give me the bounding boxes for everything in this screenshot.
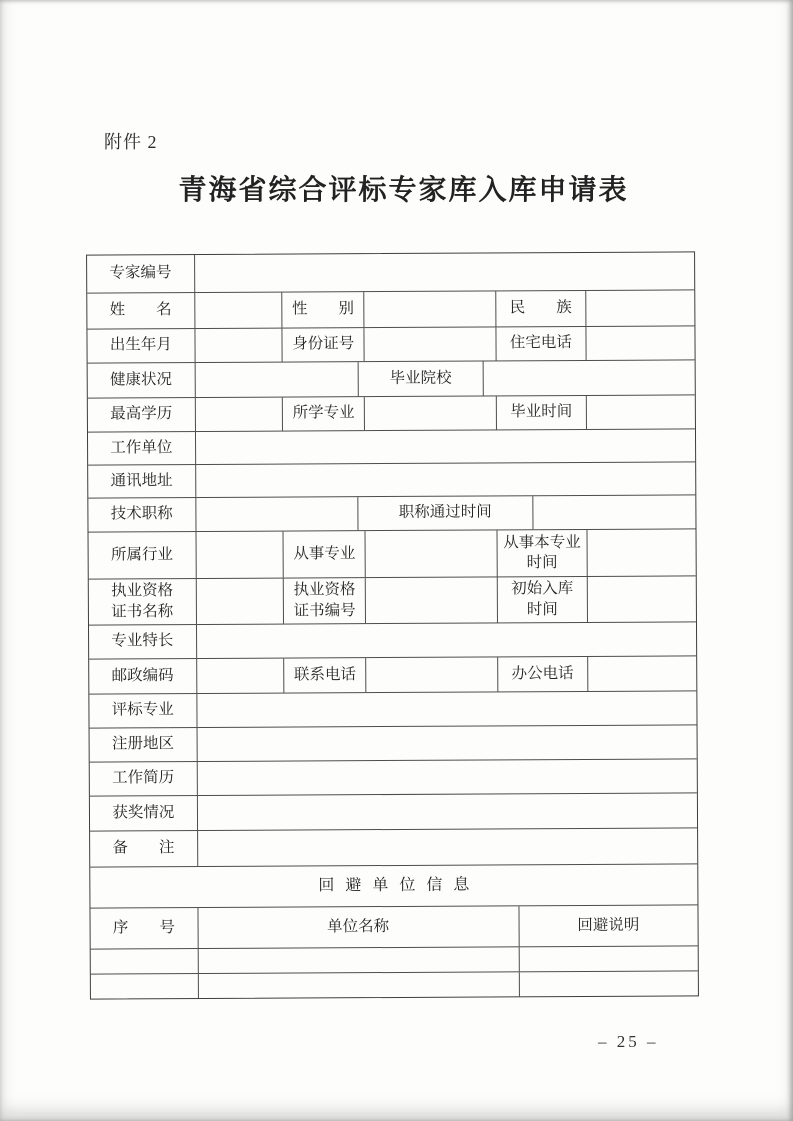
table-row [90,758,697,795]
value-postcode [196,659,284,693]
value-ethnicity [585,290,694,326]
label-postcode: 邮政编码 [111,667,174,685]
avoidance-empty-row [91,945,698,973]
label-health: 健康状况 [109,371,173,389]
value-degree [194,398,282,431]
label-region: 注册地区 [111,735,174,753]
avoidance-header-row [90,904,697,948]
value-awards [197,793,698,830]
label-contact-phone: 联系电话 [284,658,366,692]
value-engaged-time [587,529,696,576]
label-grad-time: 毕业时间 [495,396,586,429]
value-grad-time [586,395,695,429]
table-row [87,325,694,362]
label-school: 毕业院校 [358,362,483,397]
value-expert-no [194,252,695,292]
value-title-time [532,495,696,529]
avoidance-note-value [518,946,698,971]
value-id-no [363,327,495,361]
table-row [88,394,695,431]
avoidance-empty-row [91,970,698,998]
label-employer: 工作单位 [110,439,173,457]
attachment-label: 附件 2 [104,132,158,152]
label-initial-time: 初始入库 时间 [496,577,587,622]
label-specialty: 专业特长 [111,632,174,650]
label-name: 姓 名 [109,301,172,319]
label-industry: 所属行业 [110,546,173,564]
value-gender [363,291,495,327]
value-remarks [197,828,698,866]
label-bid-major: 评标专业 [111,701,174,719]
table-row [88,461,695,497]
value-birth [194,329,282,362]
label-id-no: 身份证号 [282,328,364,361]
label-gender: 性 别 [282,292,364,327]
value-tech-title [195,497,358,531]
value-specialty [196,622,697,658]
value-cert-no [365,577,497,623]
value-employer [195,429,696,464]
label-home-phone: 住宅电话 [495,327,586,360]
value-major-studied [364,396,496,430]
table-row [88,494,695,531]
label-degree: 最高学历 [110,405,173,423]
table-row [89,575,696,624]
value-name [194,293,282,328]
label-cert-name: 执业资格 证书名称 [111,582,174,620]
table-row [89,690,696,727]
table-row [89,655,696,693]
table-row [89,528,696,578]
avoidance-col-note: 回避说明 [518,905,698,946]
page-number: – 25 – [598,1032,659,1051]
avoidance-note-value [518,971,698,996]
label-major-studied: 所学专业 [282,397,364,430]
label-engaged-time: 从事本专业 时间 [496,530,587,576]
avoidance-unit-value [197,972,518,998]
value-office-phone [587,656,696,691]
table-row [87,252,694,292]
value-major-engaged [365,530,497,577]
table-row [88,359,695,397]
label-tech-title: 技术职称 [110,505,173,523]
value-address [195,462,696,497]
value-resume [196,759,697,795]
avoidance-section-row [90,863,697,907]
table-row [90,792,697,830]
label-expert-no: 专家编号 [109,264,172,282]
label-resume: 工作简历 [112,769,175,787]
avoidance-col-unit: 单位名称 [197,906,518,948]
value-school [482,360,694,395]
value-initial-time [587,576,696,622]
value-region [196,725,697,761]
application-form-table [86,251,699,999]
value-industry [195,532,283,578]
table-row [88,428,695,464]
label-address: 通讯地址 [110,472,173,490]
label-awards: 获奖情况 [112,804,175,822]
table-row [89,621,696,658]
table-row [87,289,694,328]
label-ethnicity: 民 族 [495,291,586,326]
avoidance-seq-value [91,974,198,999]
value-home-phone [586,326,695,360]
value-health [194,362,358,397]
avoidance-seq-value [91,949,198,974]
table-row [90,724,697,761]
table-row [90,827,697,866]
label-title-time: 职称通过时间 [357,496,532,530]
avoidance-col-seq: 序 号 [112,919,175,937]
avoidance-section-title: 回避单位信息 [318,876,481,894]
label-birth: 出生年月 [109,336,172,354]
label-major-engaged: 从事专业 [283,531,365,577]
label-remarks: 备 注 [112,839,175,857]
avoidance-unit-value [197,947,518,973]
label-office-phone: 办公电话 [497,657,588,691]
label-cert-no: 执业资格 证书编号 [283,578,365,623]
page-title: 青海省综合评标专家库入库申请表 [178,175,629,206]
value-bid-major [196,691,697,727]
value-cert-name [195,579,283,624]
value-contact-phone [365,657,497,692]
